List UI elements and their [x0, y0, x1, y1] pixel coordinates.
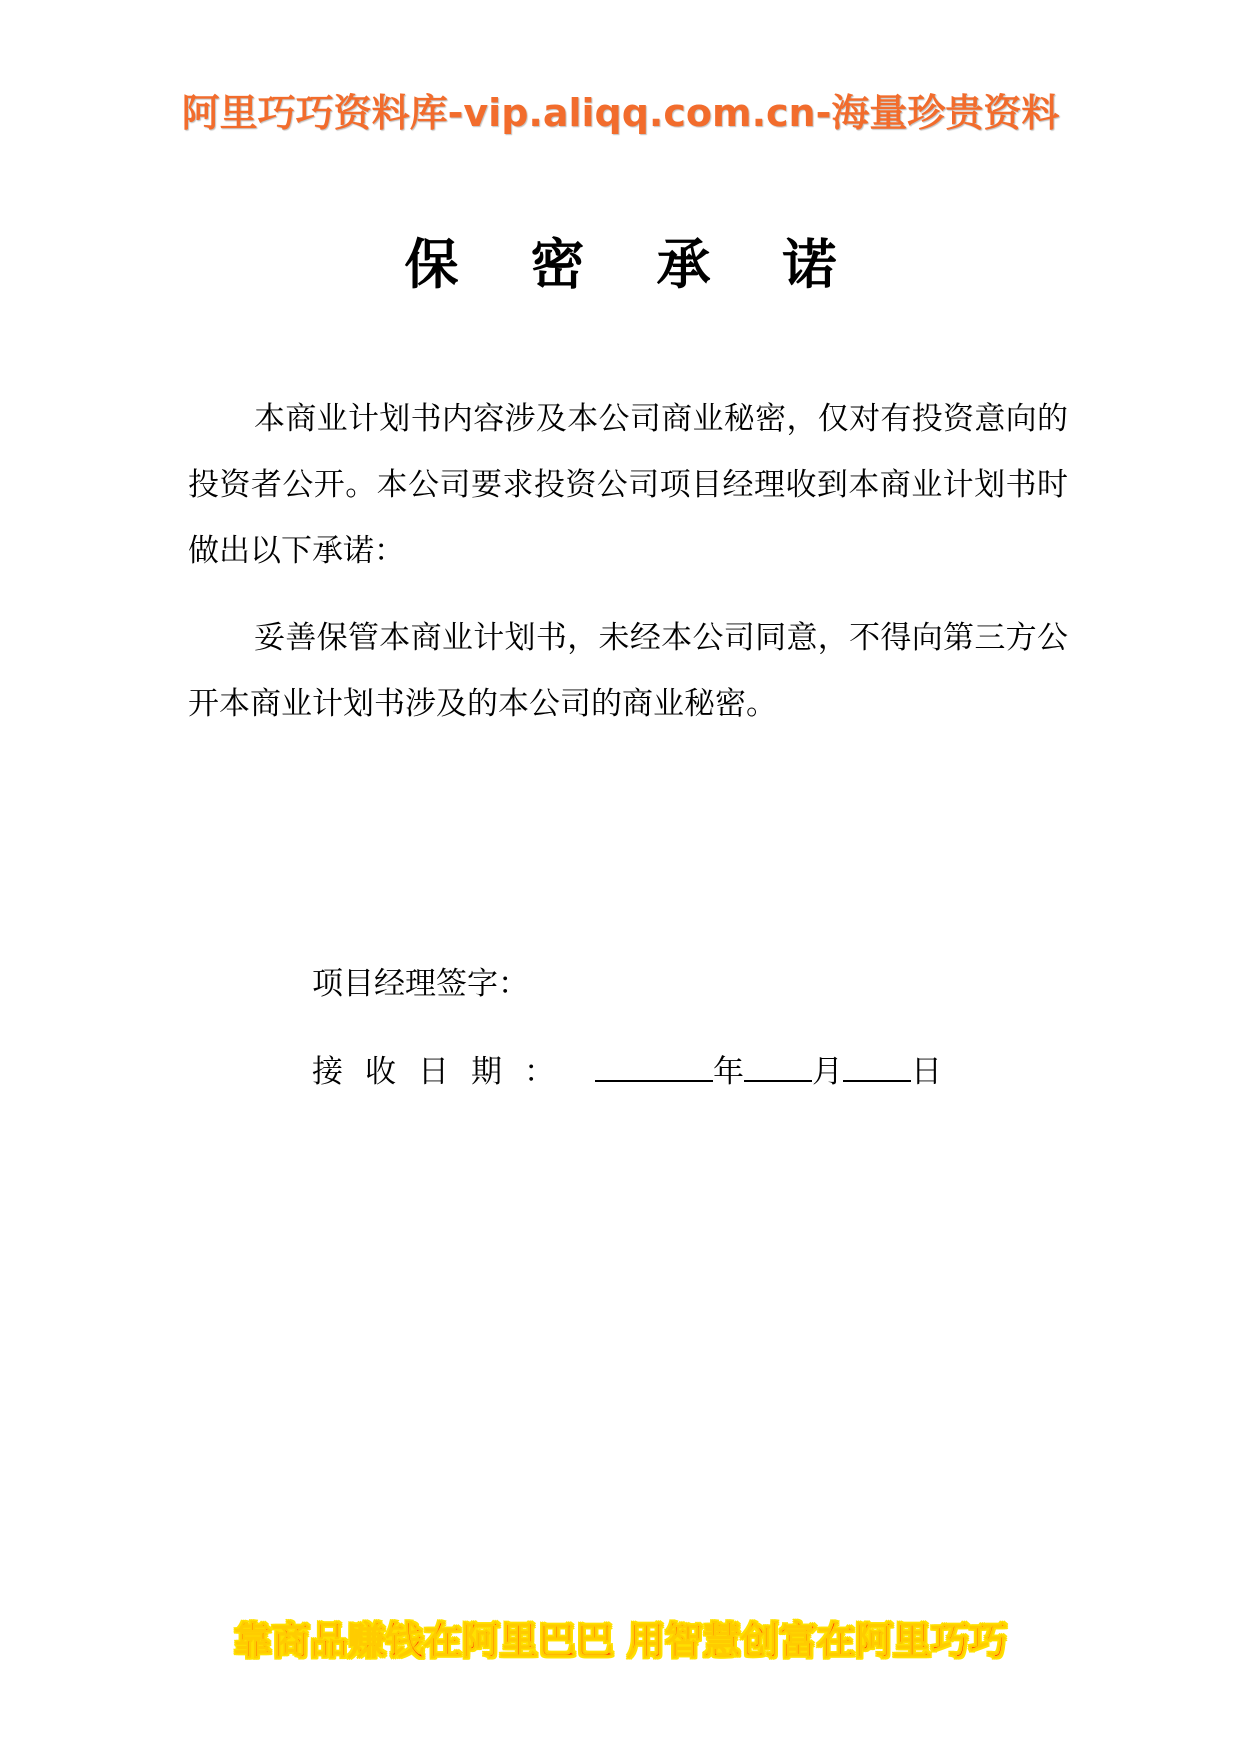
date-label: 接收日期：: [312, 1054, 577, 1090]
paragraph-commitment: 妥善保管本商业计划书，未经本公司同意，不得向第三方公开本商业计划书涉及的本公司的商业秘密。: [188, 620, 1068, 722]
paragraph-confidentiality-scope: 本商业计划书内容涉及本公司商业秘密，仅对有投资意向的投资者公开。本公司要求投资公司项目经理收到本商业计划书时做出以下承诺：: [188, 401, 1068, 569]
year-unit: 年: [713, 1054, 744, 1090]
month-blank: [744, 1052, 812, 1082]
signature-label: 项目经理签字：: [312, 966, 529, 1002]
day-blank: [843, 1052, 911, 1082]
receipt-date-field: [312, 1046, 942, 1091]
month-unit: 月: [812, 1054, 843, 1090]
header-banner: 阿里巧巧资料库-vip.aliqq.com.cn-海量珍贵资料: [181, 91, 1060, 135]
document-title: 保密承诺: [404, 232, 909, 296]
day-unit: 日: [911, 1054, 942, 1090]
footer-banner: 靠商品赚钱在阿里巴巴 用智慧创富在阿里巧巧: [233, 1619, 1008, 1663]
year-blank: [595, 1052, 713, 1082]
signature-field: [312, 958, 529, 1003]
